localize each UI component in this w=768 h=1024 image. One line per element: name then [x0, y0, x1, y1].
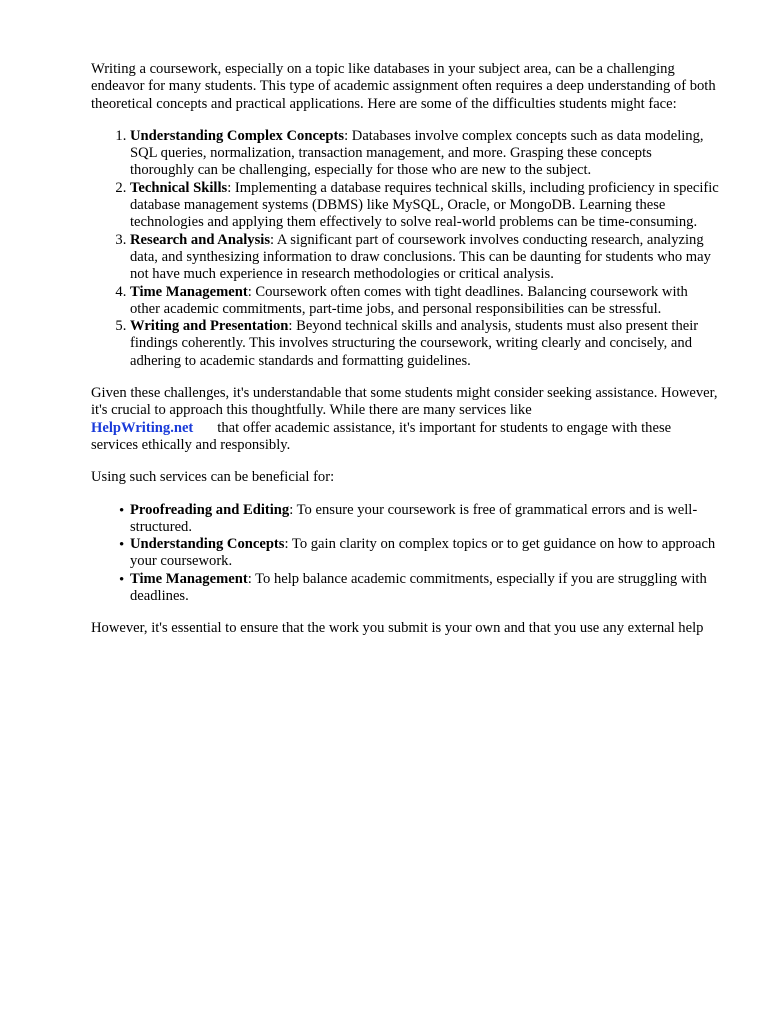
item-term: Proofreading and Editing — [130, 501, 290, 518]
bullet-icon: • — [119, 502, 125, 519]
item-text: : To ensure your coursework is free of grammatical errors and is well-structured. — [130, 501, 698, 535]
item-term: Time Management — [130, 570, 248, 587]
item-text: Implementing a database requires technical skills, including proficiency in specific database management systems (DBMS) like MySQL, Oracle, or MongoDB. Learning these technologies and applying them effectively to solve real-world problems can be time-consuming. — [130, 179, 719, 231]
list-item — [130, 128, 719, 180]
item-term: Understanding Concepts — [130, 536, 285, 553]
bullet-icon: • — [119, 571, 125, 588]
bullet-icon: • — [119, 537, 125, 554]
list-item — [130, 232, 719, 284]
list-item — [130, 180, 719, 232]
challenges-text-before: Given these challenges, it's understandable that some students might consider seeking assistance. However, it's crucial to approach this thoughtfully. While there are many services like — [91, 385, 718, 419]
item-term: Writing and Presentation — [130, 318, 289, 335]
benefits-list — [91, 502, 719, 606]
item-text: Coursework often comes with tight deadlines. Balancing coursework with other academic commitments, part-time jobs, and personal responsibilities can be stressful. — [130, 283, 688, 317]
item-separator: : — [288, 318, 293, 335]
item-term: Research and Analysis — [130, 231, 271, 248]
benefits-intro: Using such services can be beneficial for: — [91, 469, 335, 486]
document-page — [91, 61, 719, 653]
list-item — [130, 284, 719, 319]
item-term: Technical Skills — [130, 179, 228, 196]
list-item — [130, 318, 719, 370]
item-text: : To gain clarity on complex topics or to get guidance on how to approach your coursework. — [130, 536, 716, 570]
intro-paragraph: Writing a coursework, especially on a topic like databases in your subject area, can be a challenging endeavor for many students. This type of academic assignment often requires a deep understanding of both theoretical concepts and practical applications. Here are some of the difficulties students might face: — [91, 61, 716, 112]
item-separator: : — [227, 179, 232, 196]
list-item — [119, 570, 719, 606]
list-item — [119, 501, 719, 537]
item-text: Databases involve complex concepts such as data modeling, SQL queries, normalization, transaction management, and more. Grasping these concepts thoroughly can be challenging, especially for those who are new to the subject. — [130, 127, 704, 179]
closing-paragraph: However, it's essential to ensure that the work you submit is your own and that you use any external help — [91, 620, 704, 637]
item-text: : To help balance academic commitments, especially if you are struggling with deadlines. — [130, 570, 707, 605]
item-term: Understanding Complex Concepts — [130, 127, 345, 144]
item-separator: : — [270, 231, 275, 248]
item-separator: : — [247, 283, 252, 300]
difficulties-list — [91, 128, 719, 370]
list-item — [119, 536, 719, 571]
item-text: Beyond technical skills and analysis, students must also present their findings coherently. This involves structuring the coursework, writing clearly and concisely, and adhering to academic standards and formatting guidelines. — [130, 318, 699, 369]
helpwriting-link[interactable]: HelpWriting.net — [91, 419, 194, 436]
item-text: A significant part of coursework involves conducting research, analyzing data, and synthesizing information to draw conclusions. This can be daunting for students who may not have much experience in research methodologies or critical analysis. — [130, 231, 711, 283]
challenges-text-after: that offer academic assistance, it's important for students to engage with these services ethically and responsibly. — [91, 419, 672, 453]
item-term: Time Management — [130, 283, 248, 300]
item-separator: : — [344, 127, 349, 144]
challenges-paragraph — [91, 385, 719, 454]
